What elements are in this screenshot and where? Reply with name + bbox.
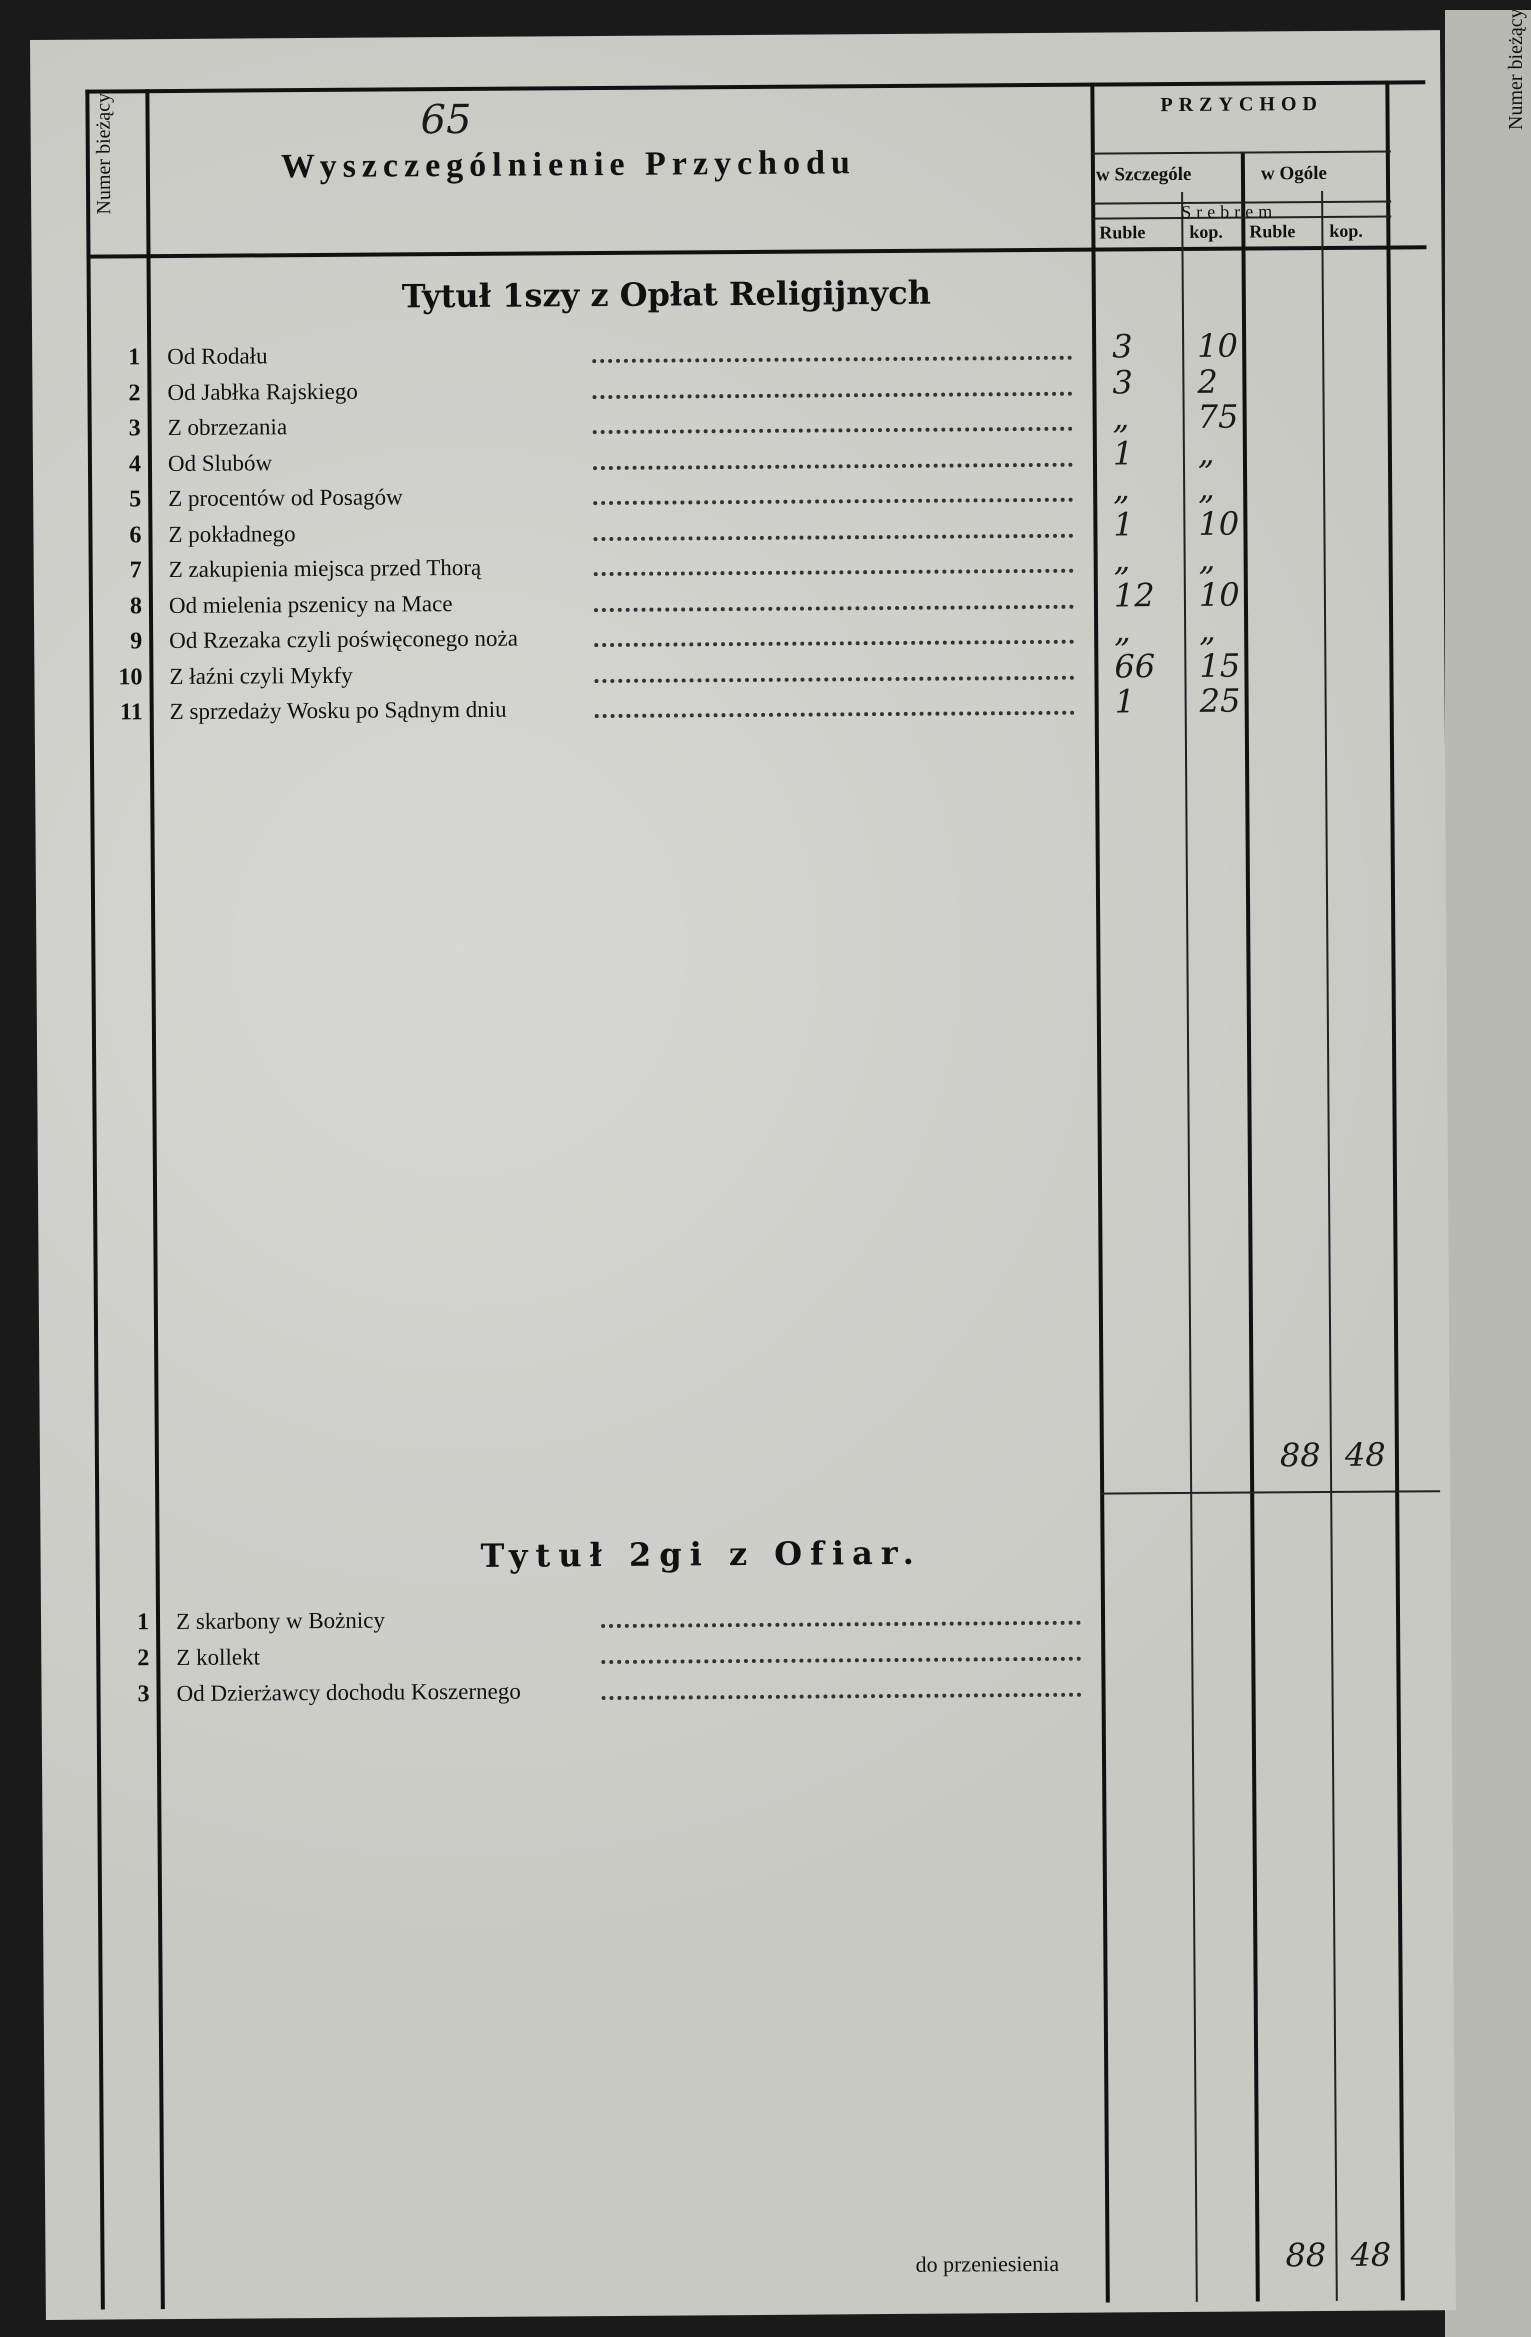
detail-total-divider bbox=[1241, 152, 1260, 2302]
section1-row-rubles: 12 bbox=[1113, 575, 1155, 614]
section1-row-number: 10 bbox=[118, 663, 143, 690]
section1-row-number: 8 bbox=[129, 592, 143, 619]
detail-header: w Szczególe bbox=[1095, 163, 1192, 186]
section1-row-leader-dots bbox=[593, 498, 1073, 505]
section2-row-leader-dots bbox=[602, 1693, 1082, 1700]
section2-row-number: 1 bbox=[136, 1609, 150, 1636]
adjacent-page-label: Numer bieżący bbox=[1505, 8, 1527, 130]
section1-row-kop: „ bbox=[1199, 610, 1216, 649]
page-mark: 65 bbox=[420, 96, 472, 144]
section1-row-kop: „ bbox=[1198, 539, 1216, 578]
section1-row-leader-dots bbox=[592, 356, 1072, 363]
kop1-divider bbox=[1181, 192, 1198, 2302]
top-border bbox=[85, 80, 1425, 93]
section1-row-rubles: 66 bbox=[1114, 646, 1156, 685]
section1-row-kop: 25 bbox=[1199, 681, 1241, 720]
income-header: PRZYCHOD bbox=[1160, 92, 1324, 117]
section2-row-number: 2 bbox=[137, 1645, 150, 1672]
section1-row-rubles: 1 bbox=[1112, 433, 1134, 472]
section1-row-label: Z łaźni czyli Mykfy bbox=[169, 662, 353, 689]
kop2-divider bbox=[1321, 191, 1338, 2301]
section1-row-rubles: „ bbox=[1113, 469, 1130, 508]
section2-row-label: Od Dzierżawcy dochodu Koszernego bbox=[176, 1678, 521, 1707]
section1-row-rubles: „ bbox=[1112, 398, 1130, 437]
header-bottom-border bbox=[86, 245, 1426, 258]
section1-row-rubles: „ bbox=[1114, 611, 1131, 650]
section1-row-kop: 2 bbox=[1197, 362, 1218, 401]
section1-row-leader-dots bbox=[593, 462, 1073, 469]
right-border bbox=[1385, 81, 1404, 2301]
section2-row-leader-dots bbox=[601, 1657, 1081, 1664]
section1-row-rubles: 3 bbox=[1112, 362, 1133, 401]
section1-row-rubles: 1 bbox=[1113, 504, 1134, 543]
section1-row-number: 3 bbox=[128, 415, 141, 442]
carry-forward-rubles: 88 bbox=[1285, 2236, 1327, 2275]
section1-row-leader-dots bbox=[594, 604, 1074, 611]
kop-total-header: kop. bbox=[1329, 220, 1363, 241]
section1-row-leader-dots bbox=[593, 533, 1073, 540]
section1-row-leader-dots bbox=[594, 640, 1074, 647]
section1-row-number: 5 bbox=[129, 486, 142, 513]
section1-row-kop: 15 bbox=[1199, 646, 1241, 685]
section2-row-label: Z skarbony w Bożnicy bbox=[175, 1607, 386, 1635]
carry-forward-label: do przeniesienia bbox=[915, 2250, 1060, 2277]
section1-row-label: Od Jabłka Rajskiego bbox=[167, 378, 358, 405]
section1-row-leader-dots bbox=[593, 427, 1073, 434]
section1-row-leader-dots bbox=[592, 391, 1072, 398]
section1-row-number: 11 bbox=[119, 699, 143, 726]
rubles-total-header: Ruble bbox=[1249, 221, 1296, 242]
section1-title: Tytuł 1szy z Opłat Religijnych bbox=[401, 273, 932, 316]
section1-row-label: Od Rzezaka czyli poświęconego noża bbox=[169, 625, 518, 654]
section1-row-rubles: „ bbox=[1113, 540, 1131, 579]
section1-row-label: Od mielenia pszenicy na Mace bbox=[168, 590, 453, 618]
section1-row-number: 9 bbox=[130, 628, 143, 655]
section1-row-leader-dots bbox=[595, 711, 1075, 718]
section1-row-kop: „ bbox=[1197, 433, 1215, 472]
amount-column-divider bbox=[1090, 83, 1109, 2303]
section1-total-line bbox=[1100, 1490, 1440, 1494]
section1-row-label: Z zakupienia miejsca przed Thorą bbox=[168, 554, 482, 583]
section1-total-kop: 48 bbox=[1344, 1435, 1386, 1474]
section1-row-label: Z obrzezania bbox=[167, 414, 288, 441]
section2-row-leader-dots bbox=[601, 1621, 1081, 1628]
description-column-header: Wyszczególnienie Przychodu bbox=[280, 144, 856, 186]
number-column-header: Numer bieżący bbox=[92, 92, 116, 215]
section1-row-number: 2 bbox=[128, 379, 141, 406]
adjacent-page bbox=[1445, 10, 1531, 2337]
section1-row-number: 7 bbox=[129, 557, 142, 584]
ledger-page bbox=[30, 30, 1456, 2320]
section1-row-number: 4 bbox=[128, 450, 142, 477]
rubles-detail-header: Ruble bbox=[1099, 222, 1146, 243]
carry-forward-kop: 48 bbox=[1350, 2235, 1392, 2274]
total-header: w Ogóle bbox=[1260, 162, 1328, 185]
section1-row-rubles: 3 bbox=[1112, 327, 1133, 366]
section1-row-kop: 10 bbox=[1197, 326, 1239, 365]
section1-row-number: 6 bbox=[129, 521, 142, 548]
section1-row-label: Z procentów od Posagów bbox=[168, 484, 403, 512]
silver-header: Srebrem bbox=[1181, 201, 1278, 222]
section1-row-kop: „ bbox=[1198, 468, 1215, 507]
section1-row-kop: 75 bbox=[1197, 397, 1239, 436]
section1-row-leader-dots bbox=[594, 675, 1074, 682]
section1-row-label: Z pokładnego bbox=[168, 520, 296, 547]
section1-row-leader-dots bbox=[594, 569, 1074, 576]
section2-title: Tytuł 2gi z Ofiar. bbox=[480, 1533, 922, 1575]
section2-row-number: 3 bbox=[137, 1681, 150, 1708]
section1-row-kop: 10 bbox=[1198, 575, 1240, 614]
number-column-divider bbox=[145, 89, 164, 2309]
section1-row-label: Od Rodału bbox=[167, 343, 268, 370]
section1-row-rubles: 1 bbox=[1114, 682, 1136, 721]
section1-total-rubles: 88 bbox=[1279, 1436, 1321, 1475]
section1-row-label: Z sprzedaży Wosku po Sądnym dniu bbox=[169, 696, 507, 725]
section1-row-label: Od Slubów bbox=[167, 449, 273, 476]
kop-detail-header: kop. bbox=[1189, 221, 1223, 242]
section1-row-kop: 10 bbox=[1198, 504, 1240, 543]
section2-row-label: Z kollekt bbox=[176, 1644, 261, 1671]
section1-row-number: 1 bbox=[128, 344, 141, 371]
